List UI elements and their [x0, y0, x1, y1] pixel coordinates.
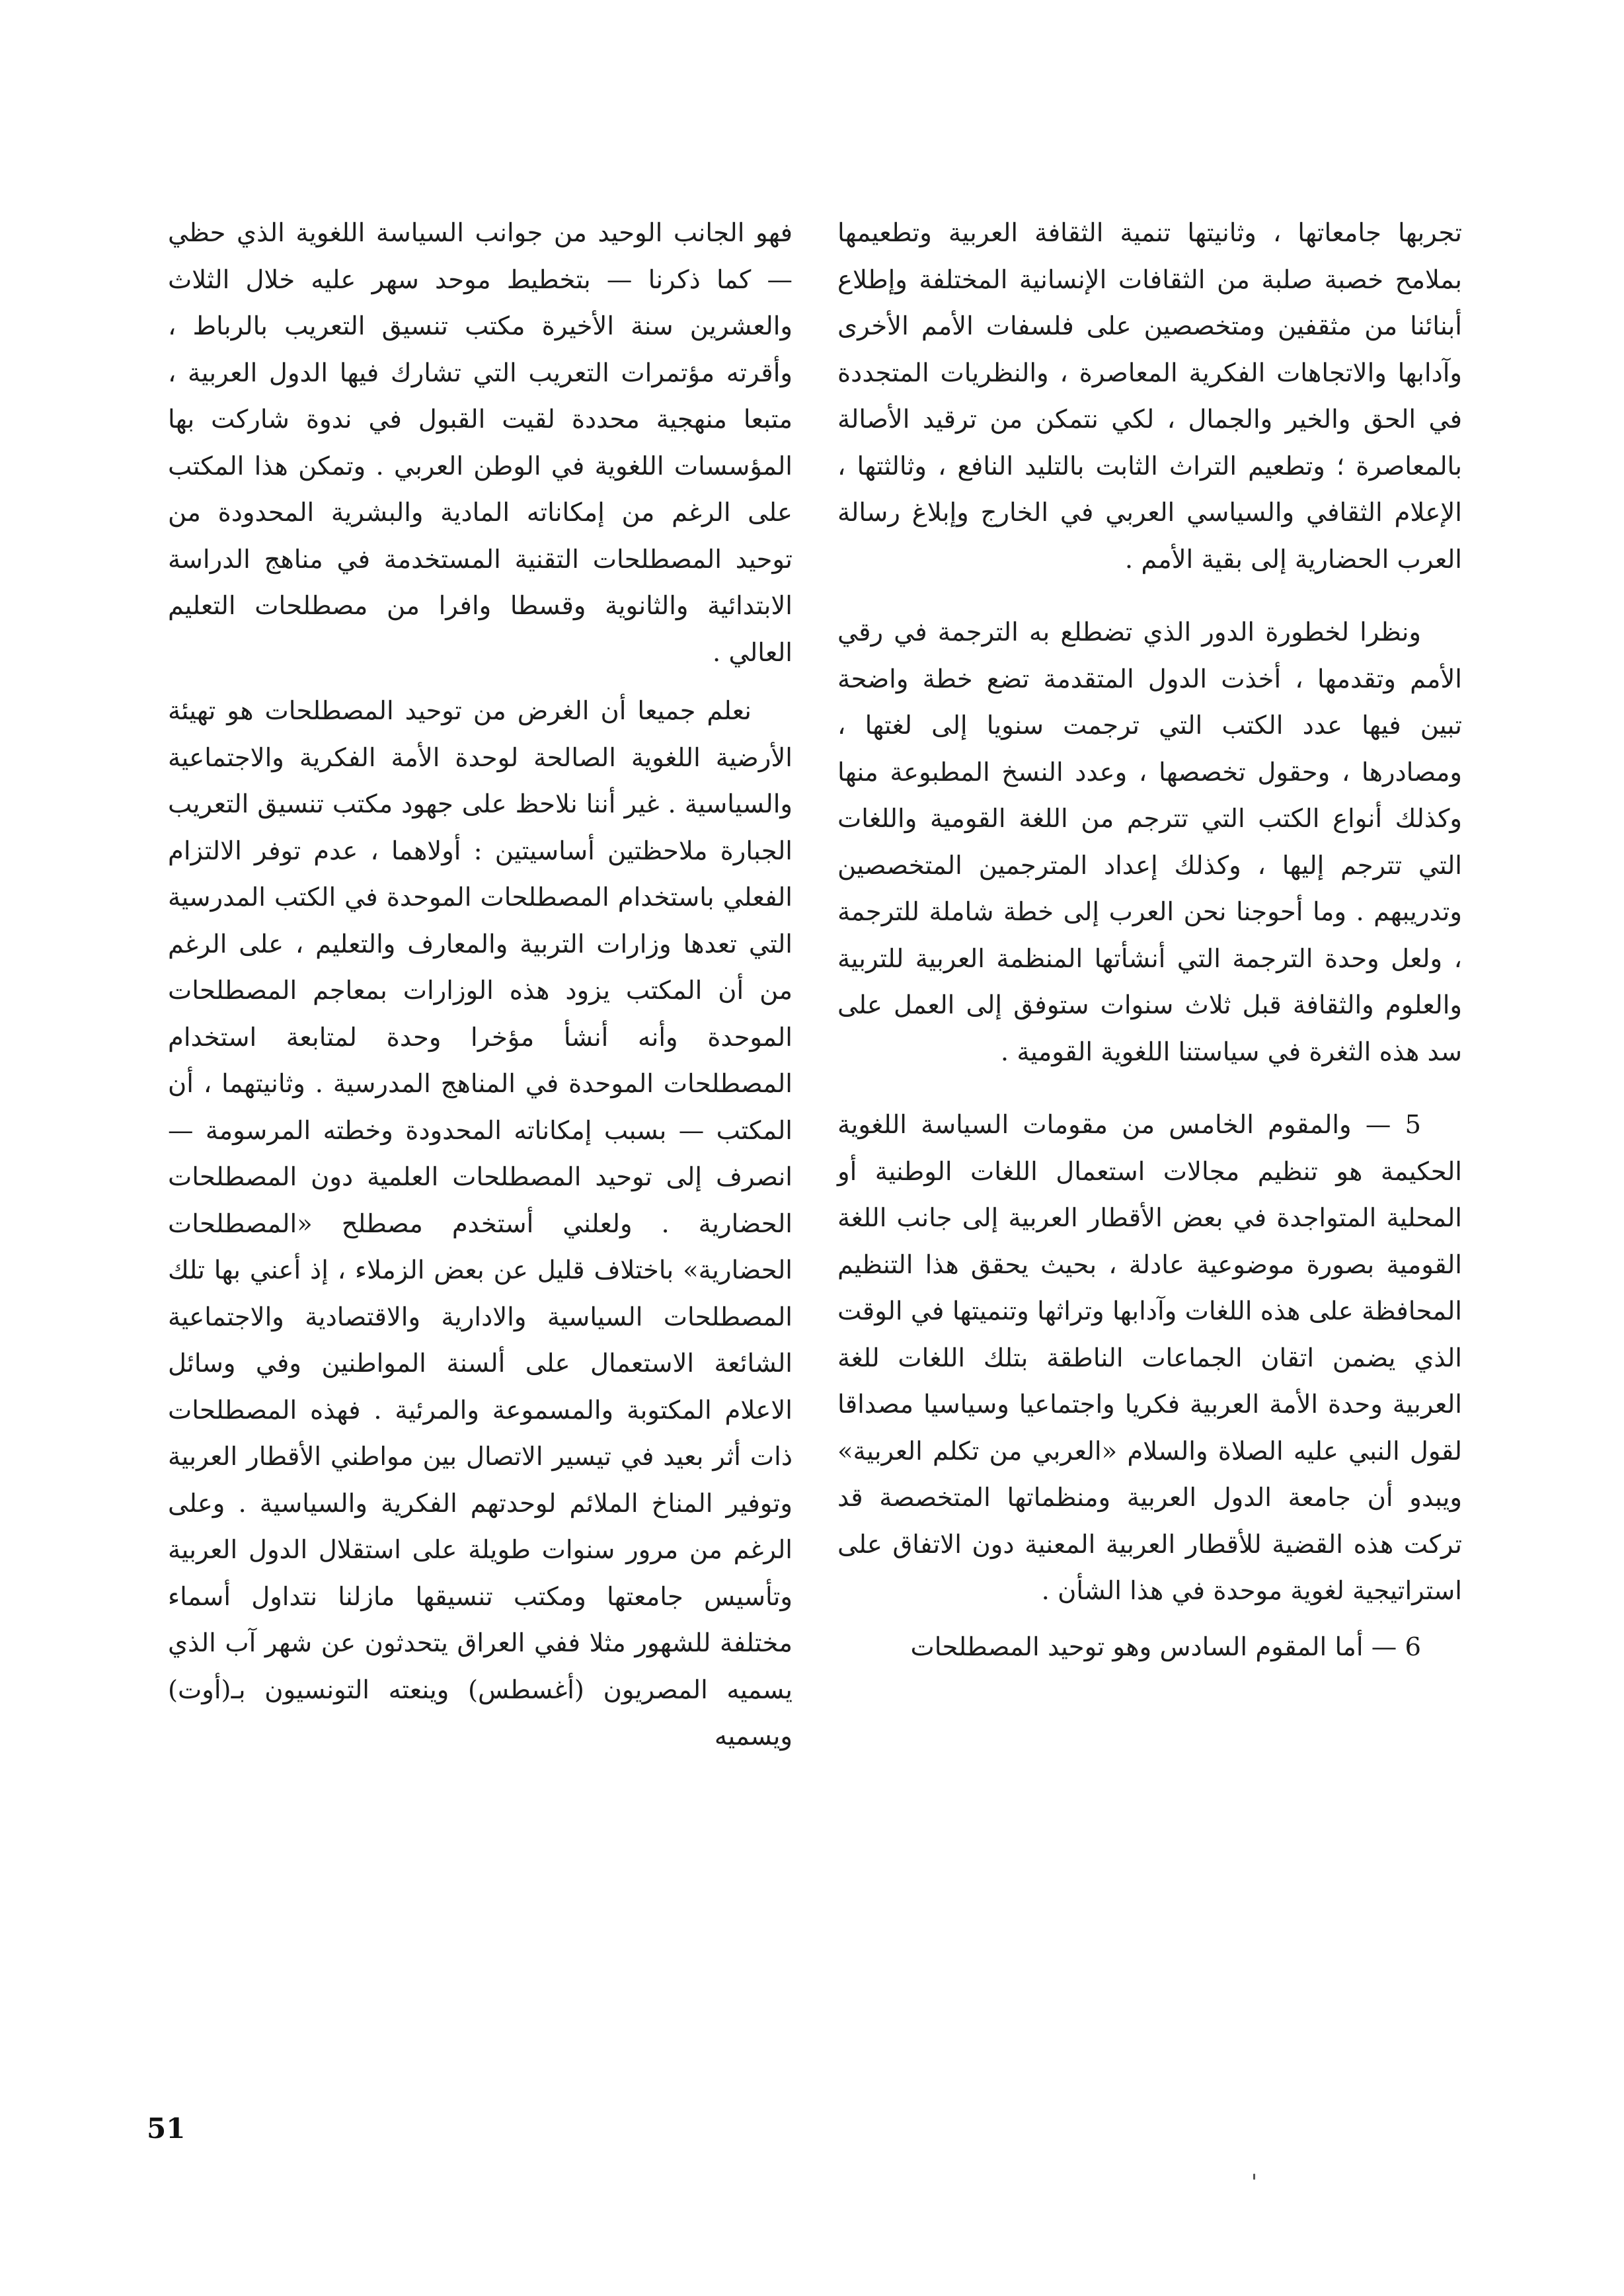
paragraph-left-2: نعلم جميعا أن الغرض من توحيد المصطلحات هو تهيئة الأرضية اللغوية الصالحة لوحدة الأمة الفكرية والاجتماعية والسياسية . غير أننا نلاحظ على جهود مكتب تنسيق التعريب الجبارة ملاحظتين أساسيتين : أولاهما ، عدم توفر الالتزام الفعلي باستخدام المصطلحات الموحدة في الكتب المدرسية التي تعدها وزارات التربية والمعارف والتعليم ، على الرغم من أن المكتب يزود هذه الوزارات بمعاجم المصطلحات الموحدة وأنه أنشأ مؤخرا وحدة لمتابعة استخدام المصطلحات الموحدة في المناهج المدرسية . وثانيتهما ، أن المكتب — بسبب إمكاناته المحدودة وخطته المرسومة — انصرف إلى توحيد المصطلحات العلمية دون المصطلحات الحضارية . ولعلني أستخدم مصطلح «المصطلحات الحضارية» باختلاف قليل عن بعض الزملاء ، إذ أعني بها تلك المصطلحات السياسية والادارية والاقتصادية والاجتماعية الشائعة الاستعمال على ألسنة المواطنين وفي وسائل الاعلام المكتوبة والمسموعة والمرئية . فهذه المصطلحات ذات أثر بعيد في تيسير الاتصال بين مواطني الأقطار العربية وتوفير المناخ الملائم لوحدتهم الفكرية والسياسية . وعلى الرغم من مرور سنوات طويلة على استقلال الدول العربية وتأسيس جامعتها ومكتب تنسيقها مازلنا نتداول أسماء مختلفة للشهور مثلا ففي العراق يتحدثون عن شهر آب الذي يسميه المصريون (أغسطس) وينعته التونسيون بـ(أوت) ويسميه: [168, 696, 793, 1751]
page-number: 51: [147, 2112, 186, 2145]
paragraph-right-3: 5 — والمقوم الخامس من مقومات السياسة اللغوية الحكيمة هو تنظيم مجالات استعمال اللغات الوطنية أو المحلية المتواجدة في بعض الأقطار العربية إلى جانب اللغة القومية بصورة موضوعية عادلة ، بحيث يحقق هذا التنظيم المحافظة على هذه اللغات وآدابها وتراثها وتنميتها في الوقت الذي يضمن اتقان الجماعات الناطقة بتلك اللغات للغة العربية وحدة الأمة العربية فكريا واجتماعيا وسياسيا مصداقا لقول النبي عليه الصلاة والسلام «العربي من تكلم العربية» ويبدو أن جامعة الدول العربية ومنظماتها المتخصصة قد تركت هذه القضية للأقطار العربية المعنية دون الاتفاق على استراتيجية لغوية موحدة في هذا الشأن .: [837, 1110, 1462, 1606]
paragraph-left-1: فهو الجانب الوحيد من جوانب السياسة اللغوية الذي حظي — كما ذكرنا — بتخطيط موحد سهر عليه خلال الثلاث والعشرين سنة الأخيرة مكتب تنسيق التعريب بالرباط ، وأقرته مؤتمرات التعريب التي تشارك فيها الدول العربية ، متبعا منهجية محددة لقيت القبول في ندوة شاركت بها المؤسسات اللغوية في الوطن العربي . وتمكن هذا المكتب على الرغم من إمكاناته المادية والبشرية المحدودة من توحيد المصطلحات التقنية المستخدمة في مناهج الدراسة الابتدائية والثانوية وقسطا وافرا من مصطلحات التعليم العالي .: [168, 218, 793, 668]
paragraph-right-1: تجربها جامعاتها ، وثانيتها تنمية الثقافة العربية وتطعيمها بملامح خصبة صلبة من الثقافات الإنسانية المختلفة وإطلاع أبنائنا من مثقفين ومتخصصين على فلسفات الأمم الأخرى وآدابها والاتجاهات الفكرية المعاصرة ، والنظريات المتجددة في الحق والخير والجمال ، لكي نتمكن من ترقيد الأصالة بالمعاصرة ؛ وتطعيم التراث الثابت بالتليد النافع ، وثالثتها ، الإعلام الثقافي والسياسي العربي في الخارج وإبلاغ رسالة العرب الحضارية إلى بقية الأمم .: [837, 218, 1462, 574]
paragraph-right-2: ونظرا لخطورة الدور الذي تضطلع به الترجمة في رقي الأمم وتقدمها ، أخذت الدول المتقدمة تضع خطة واضحة تبين فيها عدد الكتب التي ترجمت سنويا إلى لغتها ، ومصادرها ، وحقول تخصصها ، وعدد النسخ المطبوعة منها وكذلك أنواع الكتب التي تترجم من اللغة القومية واللغات التي تترجم إليها ، وكذلك إعداد المترجمين المتخصصين وتدريبهم . وما أحوجنا نحن العرب إلى خطة شاملة للترجمة ، ولعل وحدة الترجمة التي أنشأتها المنظمة العربية للتربية والعلوم والثقافة قبل ثلاث سنوات ستوفق إلى العمل على سد هذه الثغرة في سياستنا اللغوية القومية .: [837, 617, 1462, 1067]
scan-speck: [1253, 2174, 1255, 2180]
paragraph-right-4: 6 — أما المقوم السادس وهو توحيد المصطلحات: [910, 1632, 1421, 1662]
left-column: [168, 210, 793, 1761]
right-column: [837, 210, 1462, 1671]
